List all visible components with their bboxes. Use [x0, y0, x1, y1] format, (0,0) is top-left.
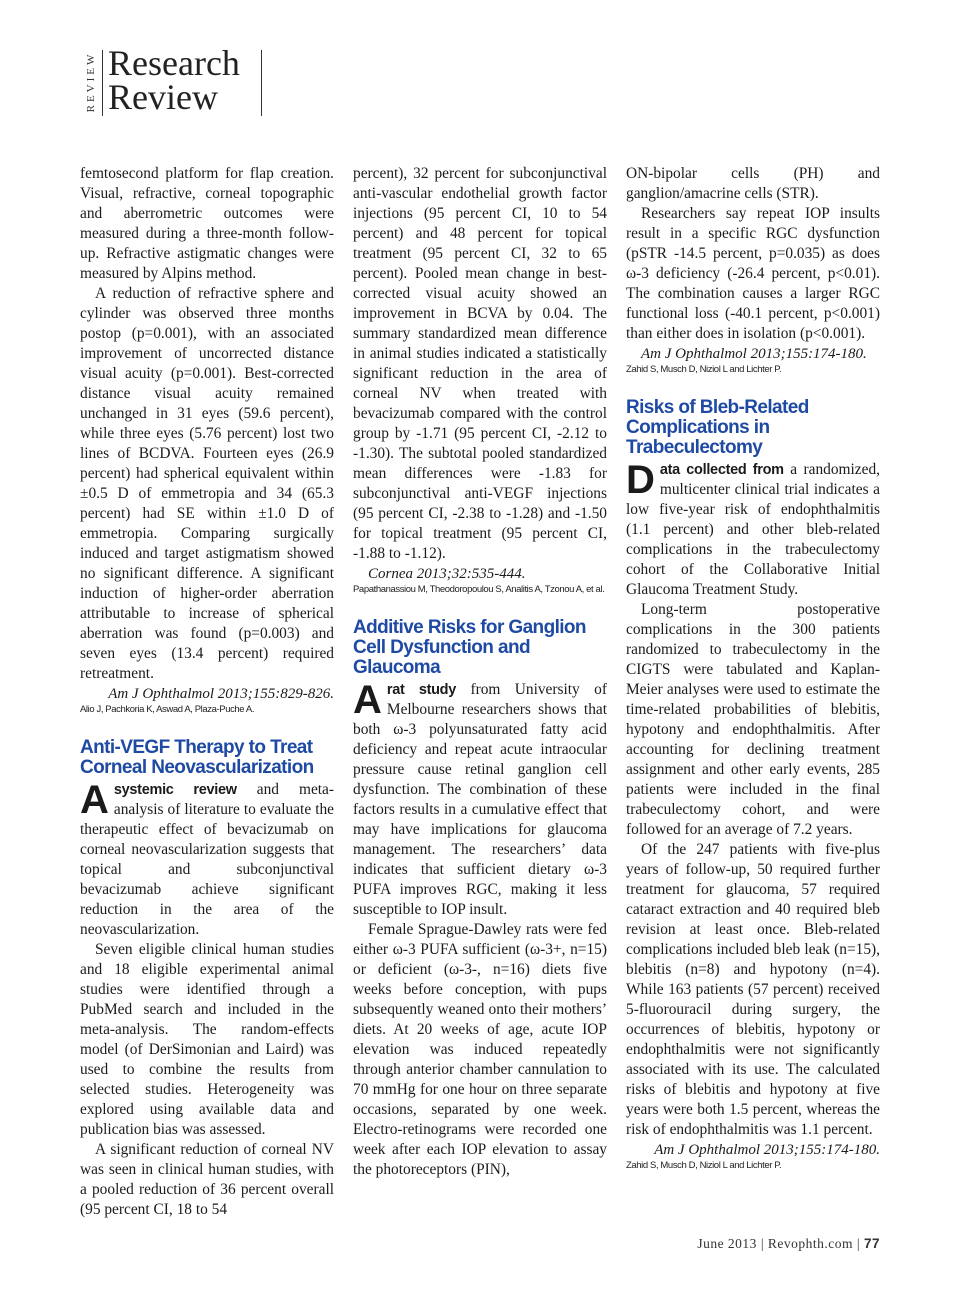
paragraph-text: a randomized, multicenter clinical trial indicates a low five-year risk of endophthalmitis (1.1 percent) and other bleb-related complications in the trabeculectomy cohort of the Collaborative Initial Glaucoma Treatment Study. [626, 461, 880, 598]
paragraph: percent), 32 percent for subconjunctival anti-vascular endothelial growth factor injections (95 percent CI, 10 to 54 percent) and 48 percent for topical treatment (95 percent CI, 32 to 65 percent). Pooled mean change in best-corrected visual acuity showed an improvement in BCVA by 0.04. The summary standardized mean difference in animal studies indicated a statistically significant reduction in the area of corneal NV when treated with bevacizumab compared with the control group by -1.71 (95 percent CI, -2.12 to -1.30). The subtotal pooled standardized mean differences were -1.83 for subconjunctival anti-VEGF injections (95 percent CI, -2.38 to -1.28) and -1.50 for topical treatment (95 percent CI, -1.88 to -1.12). [353, 165, 607, 562]
article-lead-paragraph [353, 680, 607, 920]
authors: Papathanassiou M, Theodoropoulou S, Analitis A, Tzonou A, et al. [353, 584, 605, 595]
paragraph-text: and meta-analysis of literature to evaluate the therapeutic effect of bevacizumab on corneal neovascularization suggests that topical and subconjunctival bevacizumab achieve significant reduction in the area of the neovascularization. [80, 781, 335, 938]
article-heading: Anti-VEGF Therapy to Treat Corneal Neovascularization [80, 737, 314, 778]
title-line-1: Research [108, 43, 240, 83]
paragraph: A significant reduction of corneal NV was seen in clinical human studies, with a pooled reduction of 36 percent overall (95 percent CI, 18 to 54 [80, 1141, 334, 1218]
paragraph: ON-bipolar cells (PH) and ganglion/amacrine cells (STR). [626, 165, 880, 202]
column-3 [626, 164, 880, 1176]
masthead-rule-right [261, 50, 262, 116]
lead-in: systemic review [113, 782, 237, 798]
authors: Alio J, Pachkoria K, Aswad A, Plaza-Puche A. [80, 704, 255, 715]
article-heading: Risks of Bleb-Related Complications in Trabeculectomy [626, 397, 809, 458]
footer-separator: | [760, 1236, 765, 1251]
paragraph: Of the 247 patients with five-plus years of follow-up, 50 required further treatment for glaucoma, 57 required cataract extraction and 40 required bleb revision at least once. Bleb-related complications included bleb leak (n=15), blebitis (n=8) and hypotony (n=4). While 163 patients (57 percent) received 5-fluorouracil during surgery, the occurrences of blebitis, hypotony or endophthalmitis were not significantly associated with its use. The calculated risks of blebitis and hypotony at five years were both 1.5 percent, whereas the risk of endophthalmitis was 1.1 percent. [626, 841, 880, 1138]
lead-in: rat study [386, 682, 457, 698]
title-line-2: Review [108, 77, 218, 117]
article-lead-paragraph [626, 460, 880, 600]
drop-cap: A [80, 778, 109, 822]
paragraph: Female Sprague-Dawley rats were fed either ω-3 PUFA sufficient (ω-3+, n=15) or deficient (ω-3-, n=16) diets five weeks before conception, with pups subsequently weaned onto their mothers’ diets. At 20 weeks of age, acute IOP elevation was induced repeatedly through anterior chamber cannulation to 70 mmHg for one hour on three separate occasions, separated by one week. Electro-retinograms were recorded one week after each IOP elevation to assay the photoreceptors (PIN), [353, 921, 607, 1178]
paragraph: Researchers say repeat IOP insults result in a specific RGC dysfunction (pSTR -14.5 percent, p=0.035) as does ω-3 deficiency (-26.4 percent, p<0.01). The combination causes a larger RGC functional loss (-40.1 percent, p<0.001) than either does in isolation (p<0.001). [626, 205, 880, 342]
paragraph: Seven eligible clinical human studies and 18 eligible experimental animal studies were identified through a PubMed search and included in the meta-analysis. The random-effects model (of DerSimonian and Laird) was used to combine the results from selected studies. Heterogeneity was explored using available data and publication bias was assessed. [80, 941, 334, 1138]
citation: Am J Ophthalmol 2013;155:829-826. [108, 686, 334, 702]
paragraph: A reduction of refractive sphere and cylinder was observed three months postop (p=0.001), with an associated improvement of uncorrected distance visual acuity (p=0.001). Best-corrected distance visual acuity remained unchanged in 31 eyes (59.6 percent), while three eyes (5.76 percent) lost two lines of BCDVA. Fourteen eyes (26.9 percent) had spherical equivalent within ±0.5 D of emmetropia and 34 (65.3 percent) had SE within ±1.0 D of emmetropia. Comparing surgically induced and target astigmatism showed no significant difference. A significant induction of higher-order aberration attributable to increase of spherical aberration was found (p=0.003) and seven eyes (13.4 percent) required retreatment. [80, 285, 334, 682]
issue-date: June 2013 [697, 1236, 757, 1251]
section-label: REVIEW [85, 51, 97, 113]
drop-cap: A [353, 678, 382, 722]
paragraph: femtosecond platform for flap creation. Visual, refractive, corneal topographic and aberrometric outcomes were measured during a three-month follow-up. Refractive astigmatic changes were measured by Alpins method. [80, 165, 334, 282]
section-title [108, 43, 240, 117]
page-footer [640, 1236, 880, 1252]
lead-in: ata collected from [659, 462, 784, 478]
page-number: 77 [863, 1236, 880, 1251]
authors: Zahid S, Musch D, Niziol L and Lichter P. [626, 364, 782, 375]
citation: Am J Ophthalmol 2013;155:174-180. [641, 346, 867, 362]
article-heading: Additive Risks for Ganglion Cell Dysfunction and Glaucoma [353, 617, 586, 678]
column-2 [353, 164, 607, 1180]
article-lead-paragraph [80, 780, 334, 940]
website: Revophth.com [767, 1236, 854, 1251]
paragraph-text: from University of Melbourne researchers shows that both ω-3 polyunsaturated fatty acid deficiency and repeat acute intraocular pressure cause retinal ganglion cell dysfunction. The combination of these factors results in a cumulative effect that may have implications for glaucoma management. The researchers’ data indicates that sufficient dietary ω-3 PUFA improves RGC, making it less susceptible to IOP insult. [353, 681, 607, 918]
authors: Zahid S, Musch D, Niziol L and Lichter P. [626, 1160, 782, 1171]
drop-cap: D [626, 458, 655, 502]
masthead [78, 43, 268, 118]
column-1 [80, 164, 334, 1220]
citation: Am J Ophthalmol 2013;155:174-180. [654, 1142, 880, 1158]
masthead-rule-left [102, 50, 103, 116]
citation: Cornea 2013;32:535-444. [368, 566, 526, 582]
footer-separator: | [856, 1236, 861, 1251]
paragraph: Long-term postoperative complications in the 300 patients randomized to trabeculectomy in the CIGTS were tabulated and Kaplan-Meier analyses were used to estimate the time-related probabilities of blebitis, hypotony and endophthalmitis. After accounting for declining treatment assignment and other early events, 285 patients were included in the final trabeculectomy cohort, and were followed for an average of 7.2 years. [626, 601, 880, 838]
